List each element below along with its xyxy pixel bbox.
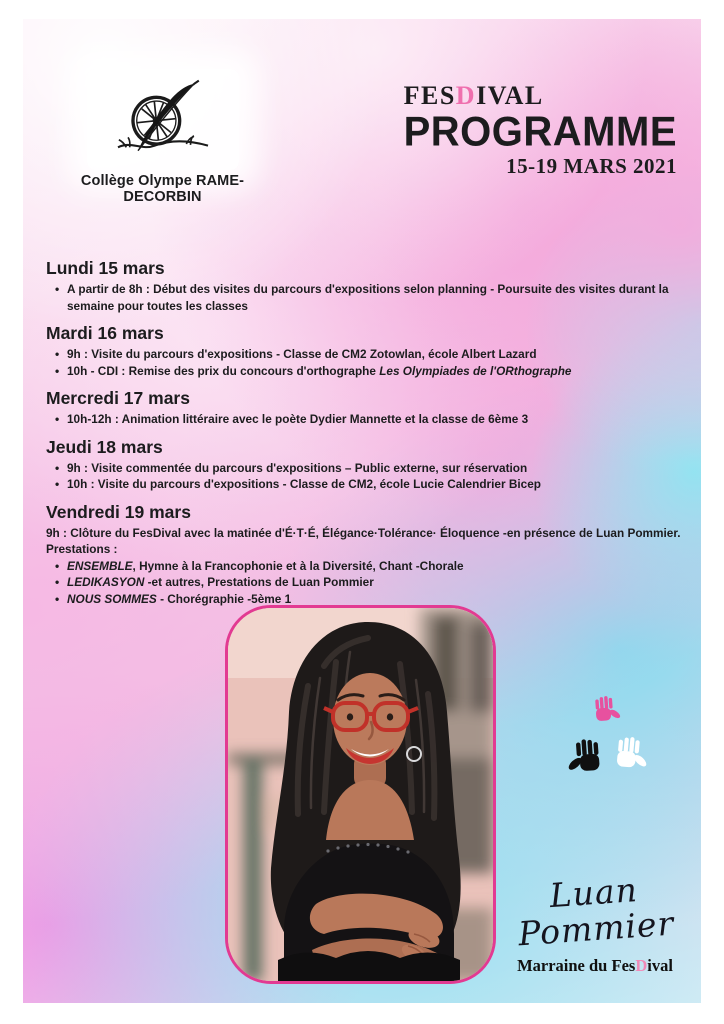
wheel-and-quill-icon [113,152,213,169]
day-intro: 9h : Clôture du FesDival avec la matinée d'É·T·É, Élégance·Tolérance· Éloquence -en présence de Luan Pommier. Prestations : [46,525,681,556]
day-items [46,411,688,428]
school-name: Collège Olympe RAME-DECORBIN [80,173,245,205]
day-heading: Mercredi 17 mars [46,388,190,408]
day-items [46,346,688,379]
day-items [46,460,688,493]
school-logo [87,69,239,170]
schedule [46,259,688,617]
schedule-item: • LEDIKASYON -et autres, Prestations de Luan Pommier [67,574,688,591]
schedule-item: • 10h - CDI : Remise des prix du concours d'orthographe Les Olympiades de l'ORthographe [67,363,688,380]
day-section-2 [46,324,688,379]
schedule-item: • 9h : Visite commentée du parcours d'expositions – Public externe, sur réservation [67,460,688,477]
day-heading: Lundi 15 mars [46,258,165,278]
dates-subtitle: 15-19 MARS 2021 [506,154,677,178]
schedule-item: • NOUS SOMMES - Chorégraphie -5ème 1 [67,591,688,608]
day-heading: Mardi 16 mars [46,323,164,343]
brand-block [60,69,265,205]
poster-background [23,19,701,1003]
white-handprint [606,731,652,777]
schedule-item: • 10h-12h : Animation littéraire avec le poète Dydier Mannette et la classe de 6ème 3 [67,411,688,428]
day-items [46,558,688,608]
pink-handprint [587,691,623,729]
fesdival-pink-d: D [455,81,477,110]
schedule-item: • ENSEMBLE, Hymne à la Francophonie et à la Diversité, Chant -Chorale [67,558,688,575]
title-block [404,83,677,177]
signature-block [481,870,701,976]
fesdival-title: FESDIVAL [403,81,544,110]
day-section-1 [46,259,688,314]
schedule-item: • A partir de 8h : Début des visites du parcours d'expositions selon planning - Poursuite des visites durant la semaine pour toutes les classes [67,281,688,314]
portrait-photo [225,605,496,984]
black-handprint [564,734,611,781]
signature-pink-d: D [635,955,648,975]
day-section-5 [46,503,688,608]
signature-role: Marraine du FesDival [517,955,673,975]
day-heading: Vendredi 19 mars [46,501,191,522]
schedule-item: • 10h : Visite du parcours d'expositions - Classe de CM2, école Lucie Calendrier Bicep [67,476,688,493]
signature-name: Luan Pommier [516,870,676,954]
day-items [46,281,688,314]
day-section-4 [46,438,688,493]
day-section-3 [46,389,688,428]
day-heading: Jeudi 18 mars [46,436,163,457]
programme-title: PROGRAMME [403,108,677,155]
schedule-item: • 9h : Visite du parcours d'expositions - Classe de CM2 Zotowlan, école Albert Lazard [67,346,688,363]
